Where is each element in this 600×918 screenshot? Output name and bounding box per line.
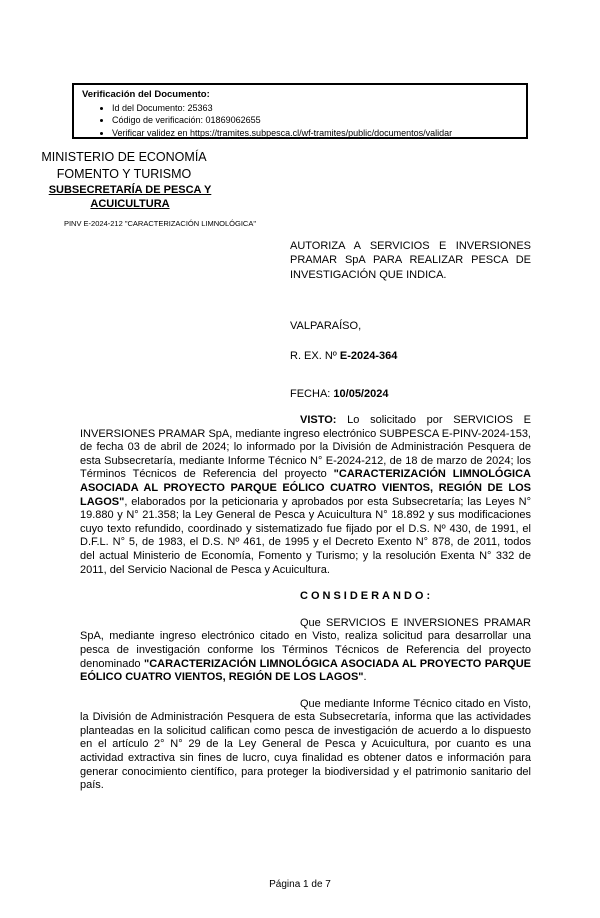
subsecretaria-line-1: SUBSECRETARÍA DE PESCA Y — [48, 184, 212, 196]
visto-paragraph — [80, 414, 531, 577]
visto-text-after: , elaborados por la peticionaria y aprobados por esta Subsecretaría; las Leyes N° 19.880 y N° 21.358; la Ley General de Pesca y Acuicultura N° 18.892 y sus modificaciones cuyo texto refundido, coordinado y sistematizado fue fijado por el D.S. Nº 430, de 1991, el D.F.L. N° 5, de 1983, el D.S. Nº 461, de 1995 y el Decreto Exento N° 878, de 2011, todos del actual Ministerio de Economía, Fomento y Turismo; y la resolución Exenta N° 332 de 2011, del Servicio Nacional de Pesca y Acuicultura. — [80, 495, 531, 576]
considerando-1-project-name: "CARACTERIZACIÓN LIMNOLÓGICA ASOCIADA AL PROYECTO PARQUE EÓLICO CUATRO VIENTOS, REGIÓN DE LOS LAGOS" — [80, 657, 531, 684]
ministry-line-1: MINISTERIO DE ECONOMÍA — [41, 150, 207, 164]
ministry-name — [0, 149, 248, 183]
date-label: FECHA: — [290, 388, 334, 400]
project-reference: PINV E-2024-212 "CARACTERIZACIÓN LIMNOLÓGICA" — [63, 219, 257, 228]
subsecretaria-name — [5, 184, 255, 211]
page-number: Página 1 de 7 — [269, 879, 331, 890]
verification-title: Verificación del Documento: — [82, 89, 210, 100]
resolution-number-value: E-2024-364 — [339, 350, 398, 362]
verification-item-document-id: • Id del Documento: 25363 — [112, 102, 522, 114]
verification-item-url: • Verificar validez en https://tramites.subpesca.cl/wf-tramites/public/documentos/validar — [112, 127, 522, 139]
visto-project-name: "CARACTERIZACIÓN LIMNOLÓGICA ASOCIADA AL PROYECTO PARQUE EÓLICO CUATRO VIENTOS, REGIÓN DE LOS LAGOS" — [80, 468, 531, 508]
verification-list — [82, 102, 522, 139]
subsecretaria-line-2: ACUICULTURA — [90, 197, 170, 210]
date-value: 10/05/2024 — [333, 388, 389, 400]
considerando-paragraph-1 — [80, 617, 531, 685]
verification-item-code: • Código de verificación: 01869062655 — [112, 114, 522, 126]
ministry-line-2: FOMENTO Y TURISMO — [56, 167, 192, 181]
considerando-1-text: Que SERVICIOS E INVERSIONES PRAMAR SpA, mediante ingreso electrónico citado en Visto, realiza solicitud para desarrollar una pesca de investigación conforme los Términos Técnicos de Referencia del proyecto denominado — [80, 616, 531, 670]
city-line: VALPARAÍSO, — [290, 320, 362, 332]
resolution-subject: AUTORIZA A SERVICIOS E INVERSIONES PRAMAR SpA PARA REALIZAR PESCA DE INVESTIGACIÓN QUE INDICA. — [290, 240, 531, 281]
visto-label: VISTO: — [300, 414, 337, 426]
date-line — [290, 388, 388, 400]
resolution-body — [80, 414, 531, 793]
considerando-paragraph-2: Que mediante Informe Técnico citado en Visto, la División de Administración Pesquera de esta Subsecretaría, informa que las actividades planteadas en la solicitud califican como pesca de investigación de acuerdo a lo dispuesto en el artículo 2° N° 29 de la Ley General de Pesca y Acuicultura, por cuanto es una actividad extractiva sin fines de lucro, cuya finalidad es obtener datos e información para generar conocimiento científico, para proteger la biodiversidad y el patrimonio sanitario del país. — [80, 697, 531, 792]
considerando-1-period: . — [363, 671, 367, 684]
visto-text-before: Lo solicitado por SERVICIOS E INVERSIONES PRAMAR SpA, mediante ingreso electrónico SUBPESCA E-PINV-2024-153, de fecha 03 de abril de 2024; lo informado por la División de Administración Pesquera de esta Subsecretaría, mediante Informe Técnico N° E-2024-212, de 18 de marzo de 2024; los Términos Técnicos de Referencia del proyecto — [80, 414, 531, 481]
resolution-number-label: R. EX. Nº — [290, 350, 340, 362]
considerando-heading: CONSIDERANDO: — [300, 590, 434, 603]
verification-box — [72, 83, 528, 139]
resolution-number-line — [290, 350, 397, 362]
